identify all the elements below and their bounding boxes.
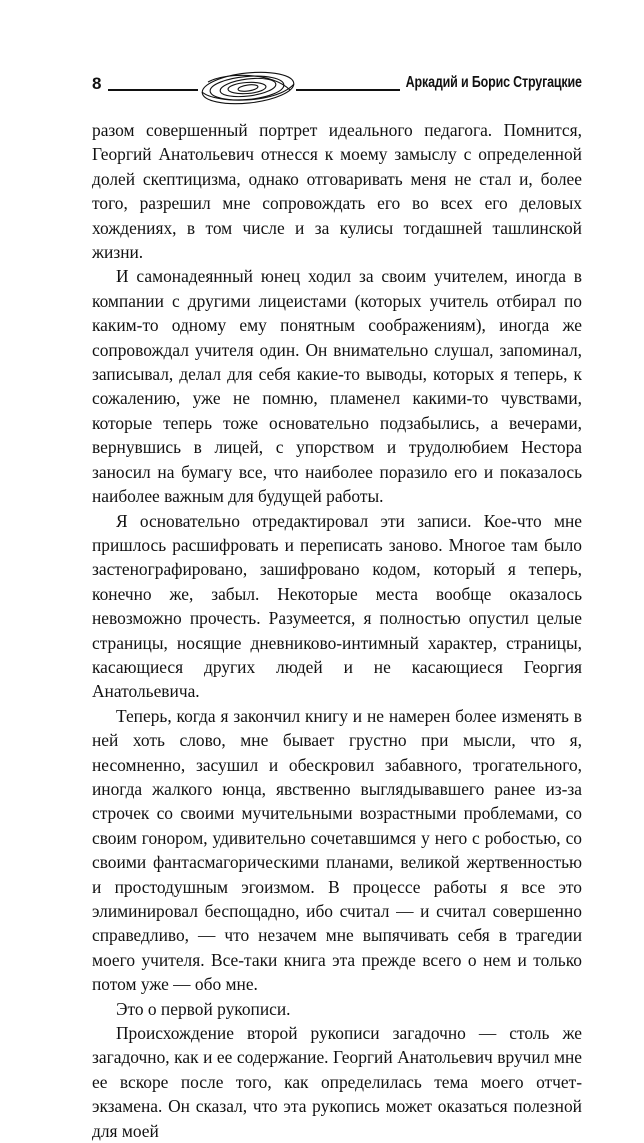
paragraph: Теперь, когда я закончил книгу и не намерен более изменять в ней хоть слово, мне бывает грустно при мысли, что я, несомненно, засушил и обескровил забавного, трогательного, иногда жалкого юнца, явственно выглядывавшего ранее из-за строчек со своими мучительными возрастными проблемами, со своим гонором, удивительно сочетавшимся у него с робостью, со своими фантасмагорическими планами, великой жертвенностью и простодушным эгоизмом. В процессе работы я все это элиминировал беспощадно, ибо считал — и считал совершенно справедливо, — что незачем мне выпячивать себя в трагедии моего учителя. Все-таки книга эта прежде всего о нем и только потом уже — обо мне. — [92, 705, 582, 995]
spiral-ornament-icon — [196, 70, 300, 106]
paragraph: Я основательно отредактировал эти записи. Кое-что мне пришлось расшифровать и переписать заново. Многое там было застенографировано, зашифровано кодом, который я теперь, конечно же, забыл. Некоторые места вообще оказалось невозможно прочесть. Разумеется, я полностью опустил целые страницы, носящие дневниково-интимный характер, страницы, касающиеся других людей и не касающиеся Георгия Анатольевича. — [92, 510, 582, 702]
page-number: 8 — [92, 74, 102, 93]
running-header — [92, 68, 582, 108]
running-title: Аркадий и Борис Стругацкие — [405, 74, 582, 91]
paragraph: И самонадеянный юнец ходил за своим учителем, иногда в компании с другими лицеистами (которых учитель отбирал по каким-то одному ему понятным соображениям), иногда же сопровождал учителя один. Он внимательно слушал, запоминал, записывал, делал для себя какие-то выводы, которых я теперь, к сожалению, уже не помню, пламенел какими-то чувствами, которые теперь тоже основательно подзабылись, а вечерами, вернувшись в лицей, с упорством и трудолюбием Нестора заносил на бумагу все, что наиболее поразило его и показалось наиболее важным для будущей работы. — [92, 266, 582, 507]
paragraph: Это о первой рукописи. — [116, 998, 291, 1019]
header-rule-right — [296, 89, 400, 91]
header-rule-left — [108, 89, 198, 91]
body-text — [92, 118, 582, 1143]
paragraph: разом совершенный портрет идеального педагога. Помнится, Георгий Анатольевич отнесся к моему замыслу с определенной долей скептицизма, однако отговаривать меня не стал и, более того, разрешил мне сопровождать его во всех его деловых хождениях, в том числе и за кулисы тогдашней ташлинской жизни. — [92, 120, 582, 263]
paragraph: Происхождение второй рукописи загадочно — столь же загадочно, как и ее содержание. Георгий Анатольевич вручил мне ее вскоре после того, как определилась тема моего отчет-экзамена. Он сказал, что эта рукопись может оказаться полезной для моей — [92, 1023, 582, 1141]
